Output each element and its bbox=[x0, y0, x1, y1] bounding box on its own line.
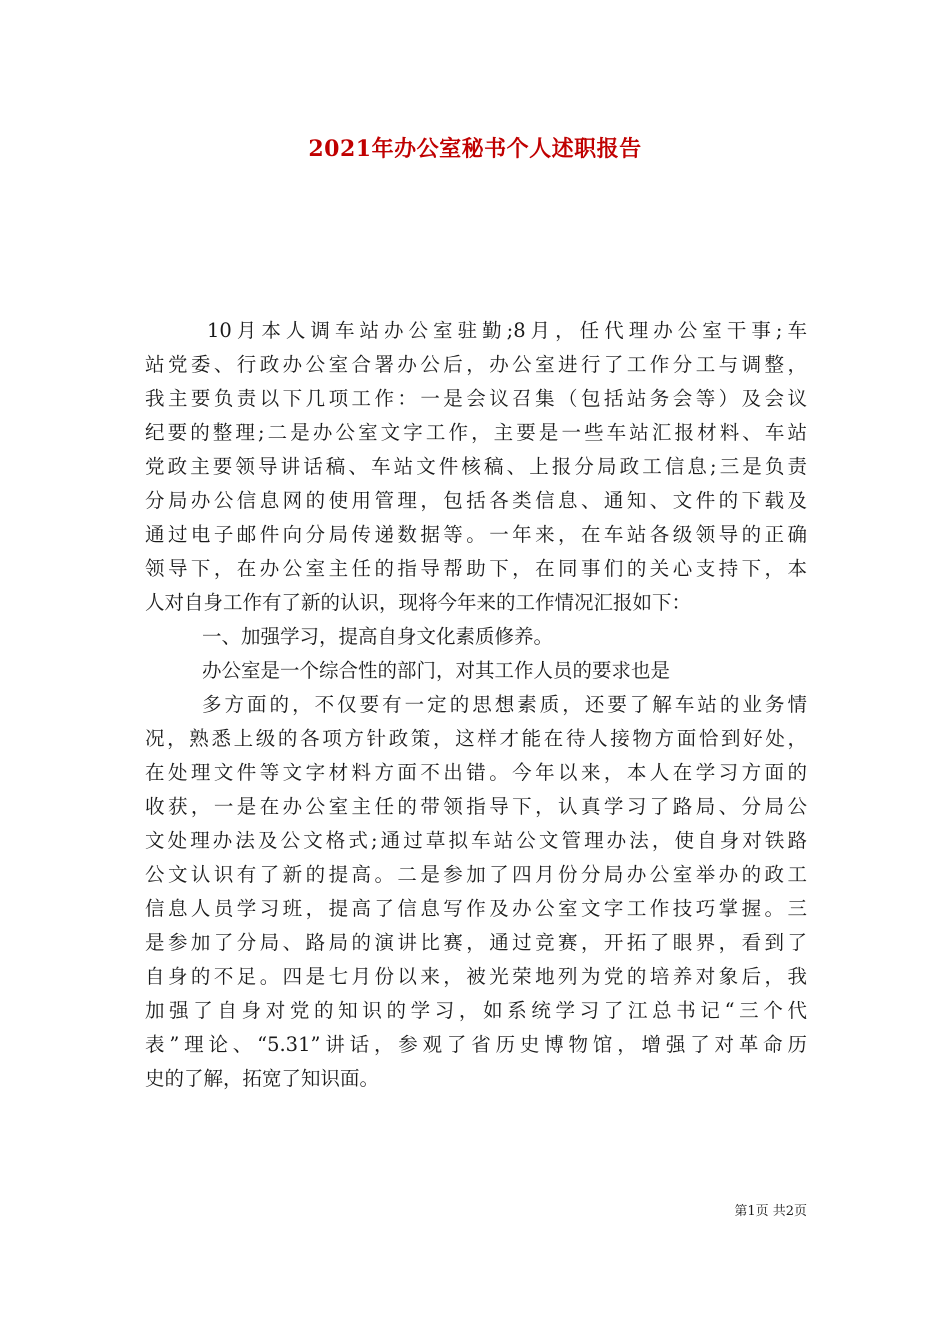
body-line: 人对自身工作有了新的认识，现将今年来的工作情况汇报如下： bbox=[145, 591, 692, 614]
page-indicator: 第1页 共2页 bbox=[734, 1204, 807, 1219]
body-line: 党政主要领导讲话稿、车站文件核稿、上报分局政工信息;三是负责 bbox=[145, 455, 807, 478]
body-line: 表”理论、“5.31”讲话，参观了省历史博物馆，增强了对革命历 bbox=[145, 1033, 807, 1056]
body-line: 加强了自身对党的知识的学习，如系统学习了江总书记“三个代 bbox=[145, 999, 807, 1022]
document-title: 2021年办公室秘书个人述职报告 bbox=[308, 136, 642, 162]
section-heading: 一、加强学习，提高自身文化素质修养。 bbox=[202, 625, 554, 648]
body-line: 10月本人调车站办公室驻勤;8月，任代理办公室干事;车 bbox=[207, 319, 807, 342]
body-line: 自身的不足。四是七月份以来，被光荣地列为党的培养对象后，我 bbox=[145, 965, 807, 988]
body-line: 多方面的，不仅要有一定的思想素质，还要了解车站的业务情 bbox=[202, 693, 807, 716]
body-line: 史的了解，拓宽了知识面。 bbox=[145, 1067, 380, 1090]
body-line: 信息人员学习班，提高了信息写作及办公室文字工作技巧掌握。三 bbox=[145, 897, 807, 920]
body-line: 公文认识有了新的提高。二是参加了四月份分局办公室举办的政工 bbox=[145, 863, 807, 886]
body-line: 纪要的整理;二是办公室文字工作，主要是一些车站汇报材料、车站 bbox=[145, 421, 807, 444]
body-line: 我主要负责以下几项工作：一是会议召集（包括站务会等）及会议 bbox=[145, 387, 807, 410]
body-line: 办公室是一个综合性的部门，对其工作人员的要求也是 bbox=[202, 659, 671, 682]
document-body bbox=[145, 314, 807, 1096]
body-line: 站党委、行政办公室合署办公后，办公室进行了工作分工与调整， bbox=[145, 353, 807, 376]
body-line: 是参加了分局、路局的演讲比赛，通过竞赛，开拓了眼界，看到了 bbox=[145, 931, 807, 954]
body-line: 领导下，在办公室主任的指导帮助下，在同事们的关心支持下，本 bbox=[145, 557, 807, 580]
body-line: 在处理文件等文字材料方面不出错。今年以来，本人在学习方面的 bbox=[145, 761, 807, 784]
body-line: 文处理办法及公文格式;通过草拟车站公文管理办法，使自身对铁路 bbox=[145, 829, 807, 852]
body-line: 分局办公信息网的使用管理，包括各类信息、通知、文件的下载及 bbox=[145, 489, 807, 512]
body-line: 收获，一是在办公室主任的带领指导下，认真学习了路局、分局公 bbox=[145, 795, 807, 818]
body-line: 通过电子邮件向分局传递数据等。一年来，在车站各级领导的正确 bbox=[145, 523, 807, 546]
body-line: 况，熟悉上级的各项方针政策，这样才能在待人接物方面恰到好处， bbox=[145, 727, 807, 750]
